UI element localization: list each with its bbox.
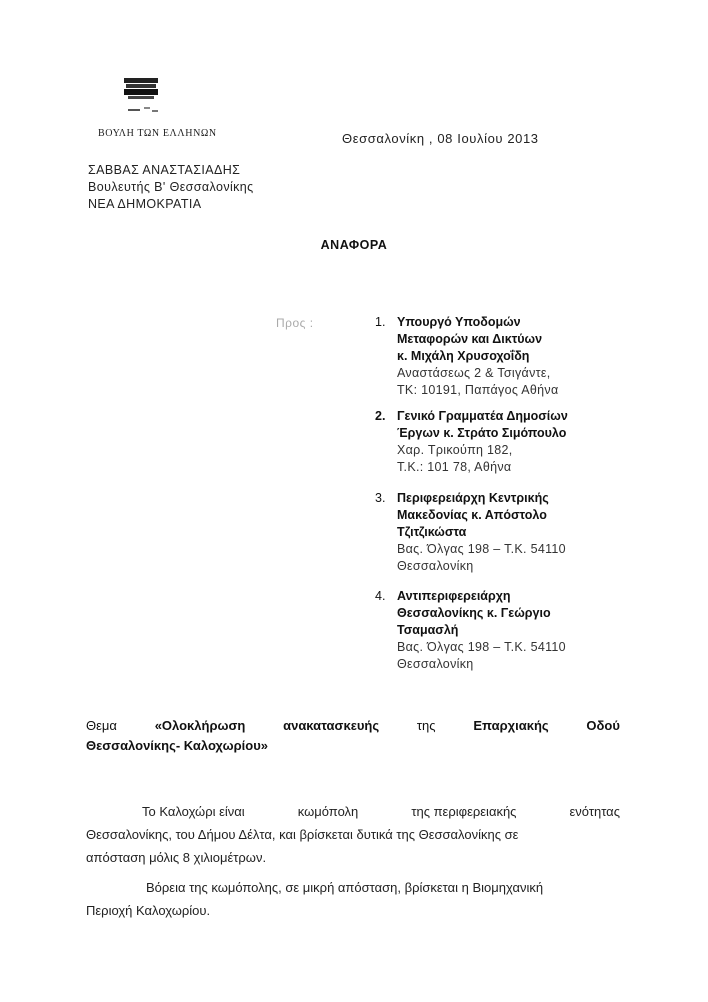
recipient-line: Μεταφορών και Δικτύων (397, 332, 543, 346)
recipient-address: Χαρ. Τρικούπη 182, (397, 443, 513, 457)
paragraph-word: ενότητας (569, 804, 620, 819)
recipient-line: κ. Μιχάλη Χρυσοχοΐδη (397, 349, 530, 363)
recipient-number: 3. (375, 491, 386, 505)
institution-name: ΒΟΥΛΗ ΤΩΝ ΕΛΛΗΝΩΝ (98, 128, 217, 139)
recipient-line: Μακεδονίας κ. Απόστολο (397, 508, 547, 522)
paragraph-line: Θεσσαλονίκης, του Δήμου Δέλτα, και βρίσκεται δυτικά της Θεσσαλονίκης σε (86, 827, 519, 842)
recipient-address: Τ.Κ.: 101 78, Αθήνα (397, 460, 512, 474)
recipient-number: 4. (375, 589, 386, 603)
emblem-detail-icon (128, 106, 158, 114)
recipient-line: Τζιτζικώστα (397, 525, 467, 539)
parliament-emblem-icon (124, 78, 158, 100)
subject-label: Θεμα (86, 718, 117, 733)
recipient-address: Βας. Όλγας 198 – Τ.Κ. 54110 (397, 542, 566, 556)
recipient-line: Αντιπεριφερειάρχη (397, 589, 511, 603)
paragraph-1 (86, 800, 620, 869)
recipient-line: Περιφερειάρχη Κεντρικής (397, 491, 549, 505)
paragraph-word: κωμόπολη (297, 804, 359, 819)
recipient-line: Έργων κ. Στράτο Σιμόπουλο (397, 426, 567, 440)
recipient-line: Γενικό Γραμματέα Δημοσίων (397, 409, 568, 423)
recipient-number: 1. (375, 315, 386, 329)
sender-role: Βουλευτής Β' Θεσσαλονίκης (88, 180, 254, 194)
recipient-line: Υπουργό Υποδομών (397, 315, 521, 329)
recipient-line: Θεσσαλονίκης κ. Γεώργιο (397, 606, 551, 620)
paragraph-line: Βόρεια της κωμόπολης, σε μικρή απόσταση, βρίσκεται η Βιομηχανική (146, 880, 544, 895)
subject-word: ανακατασκευής (283, 718, 380, 733)
recipient-address: Αναστάσεως 2 & Τσιγάντε, (397, 366, 551, 380)
recipient-address: ΤΚ: 10191, Παπάγος Αθήνα (397, 383, 559, 397)
recipient-address: Θεσσαλονίκη (397, 559, 474, 573)
subject-word: Οδού (586, 718, 620, 733)
recipient-address: Θεσσαλονίκη (397, 657, 474, 671)
recipient-line: Τσαμασλή (397, 623, 459, 637)
sender-name: ΣΑΒΒΑΣ ΑΝΑΣΤΑΣΙΑΔΗΣ (88, 163, 241, 177)
date-line: Θεσσαλονίκη , 08 Ιουλίου 2013 (342, 131, 539, 146)
subject-word: «Ολοκλήρωση (154, 718, 246, 733)
subject-word: της (416, 718, 436, 733)
to-label: Προς : (276, 316, 314, 330)
subject-word: Επαρχιακής (473, 718, 549, 733)
paragraph-word: Το Καλοχώρι είναι (142, 804, 245, 819)
recipient-number: 2. (375, 409, 386, 423)
paragraph-word: της περιφερειακής (411, 804, 517, 819)
paragraph-2 (86, 876, 620, 922)
document-title: ΑΝΑΦΟΡΑ (320, 238, 388, 252)
sender-block (88, 162, 254, 213)
recipient-address: Βας. Όλγας 198 – Τ.Κ. 54110 (397, 640, 566, 654)
subject-line-2: Θεσσαλονίκης- Καλοχωρίου» (86, 738, 269, 753)
paragraph-line: Περιοχή Καλοχωρίου. (86, 903, 211, 918)
paragraph-line: απόσταση μόλις 8 χιλιομέτρων. (86, 850, 267, 865)
sender-party: ΝΕΑ ΔΗΜΟΚΡΑΤΙΑ (88, 197, 202, 211)
subject (86, 716, 620, 756)
